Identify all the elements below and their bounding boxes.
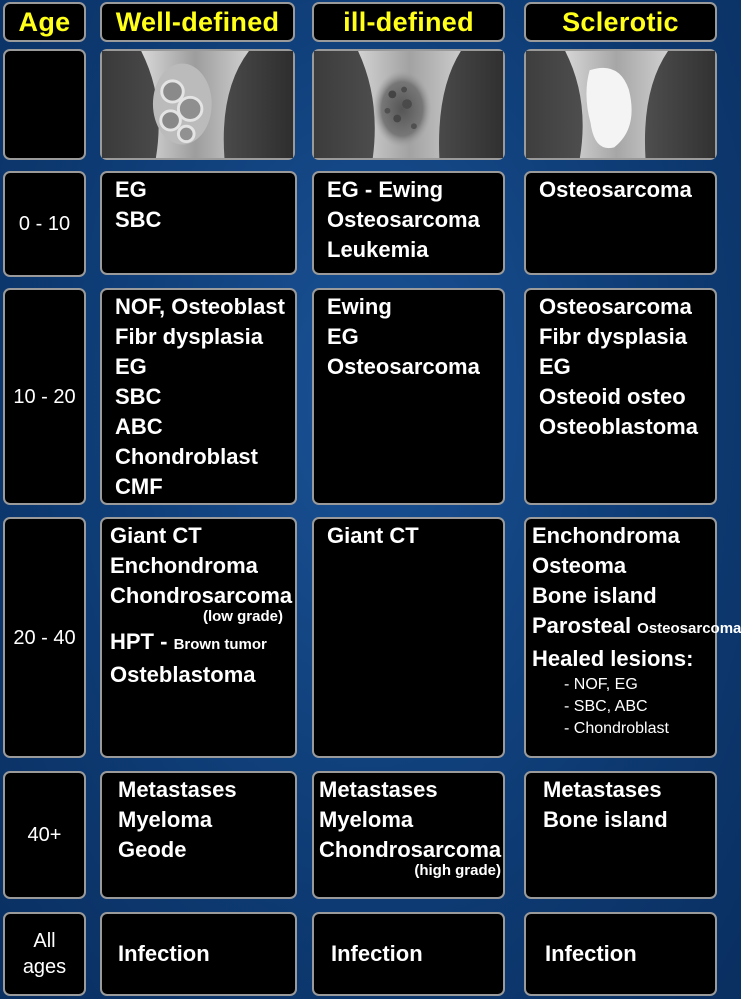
cell-40-plus-sclerotic	[524, 771, 717, 899]
cell-all-ages-well-defined	[100, 912, 297, 996]
cell-0-10-sclerotic	[524, 171, 717, 275]
lesion-item: Osteblastoma	[110, 662, 256, 687]
header-sclerotic	[524, 2, 717, 42]
xray-well-defined-image	[100, 49, 295, 160]
lesion-item: Osteosarcoma	[539, 294, 692, 319]
lesion-item: Osteoid osteo	[539, 384, 686, 409]
header-sclerotic-label: Sclerotic	[562, 6, 679, 37]
lesion-item: Osteosarcoma	[327, 207, 480, 232]
lesion-item: Metastases	[543, 777, 662, 802]
lesion-item: Infection	[118, 941, 210, 966]
lesion-item: Leukemia	[327, 237, 429, 262]
age-10-20	[3, 288, 86, 505]
healed-lesion-item: - NOF, EG	[564, 676, 638, 693]
age-label-line: ages	[22, 956, 67, 978]
lesion-item	[110, 627, 295, 660]
cell-10-20-ill-defined	[312, 288, 505, 505]
lesion-item: EG	[327, 324, 359, 349]
cell-20-40-ill-defined	[312, 517, 505, 758]
lesion-item: Fibr dysplasia	[539, 324, 687, 349]
lesion-item: Chondroblast	[115, 444, 258, 469]
age-40-plus	[3, 771, 86, 899]
header-well-defined-label: Well-defined	[115, 6, 280, 37]
lesion-main: HPT -	[110, 629, 174, 654]
cell-20-40-well-defined	[100, 517, 297, 758]
lesion-item: Enchondroma	[110, 553, 258, 578]
lesion-item: Osteosarcoma	[539, 177, 692, 202]
xray-ill-defined-image	[312, 49, 505, 160]
image-row-blank	[3, 49, 86, 160]
age-20-40	[3, 517, 86, 758]
lesion-subtype: Brown tumor	[173, 636, 267, 653]
lesion-item: Myeloma	[118, 807, 213, 832]
lesion-item: Chondrosarcoma	[319, 837, 502, 862]
lesion-main: Parosteal	[532, 613, 638, 638]
lesion-item: EG	[115, 177, 147, 202]
lesion-item: Ewing	[327, 294, 392, 319]
healed-lesion-item: - Chondroblast	[564, 720, 669, 737]
lesion-item: EG - Ewing	[327, 177, 444, 202]
cell-40-plus-ill-defined	[312, 771, 505, 899]
lesion-item: EG	[539, 354, 571, 379]
cell-all-ages-ill-defined	[312, 912, 505, 996]
lesion-item: Metastases	[118, 777, 237, 802]
lesion-item: EG	[115, 354, 147, 379]
lesion-item: NOF, Osteoblast	[115, 294, 285, 319]
cell-0-10-well-defined	[100, 171, 297, 275]
header-age-label: Age	[18, 6, 71, 37]
cell-10-20-sclerotic	[524, 288, 717, 505]
cell-all-ages-sclerotic	[524, 912, 717, 996]
lesion-item: ABC	[115, 414, 163, 439]
lesion-item: Fibr dysplasia	[115, 324, 263, 349]
grade-note: (low grade)	[202, 608, 283, 625]
header-ill-defined-label: ill-defined	[343, 6, 474, 37]
xray-sclerotic-image	[524, 49, 717, 160]
lesion-item: CMF	[115, 474, 163, 499]
age-all-ages	[3, 912, 86, 996]
lesion-item: Giant CT	[327, 523, 419, 548]
header-ill-defined	[312, 2, 505, 42]
lesion-item: Myeloma	[319, 807, 414, 832]
age-label: 0 - 10	[18, 213, 71, 235]
cell-10-20-well-defined	[100, 288, 297, 505]
lesion-item: Enchondroma	[532, 523, 680, 548]
healed-lesion-item: - SBC, ABC	[564, 698, 648, 715]
lesion-item	[532, 611, 741, 644]
lesion-item: Infection	[331, 941, 423, 966]
lesion-item: Chondrosarcoma	[110, 583, 293, 608]
header-age	[3, 2, 86, 42]
lesion-item: Healed lesions:	[532, 646, 694, 671]
grade-note: (high grade)	[414, 862, 501, 879]
age-label-line: All	[33, 930, 56, 952]
age-label: 40+	[27, 824, 62, 846]
lesion-item: Osteosarcoma	[327, 354, 480, 379]
cell-0-10-ill-defined	[312, 171, 505, 275]
header-well-defined	[100, 2, 295, 42]
lesion-subtype: Osteosarcoma	[637, 620, 741, 637]
age-0-10	[3, 171, 86, 277]
lesion-item: Metastases	[319, 777, 438, 802]
lesion-item: Osteoblastoma	[539, 414, 698, 439]
lesion-item: Geode	[118, 837, 187, 862]
lesion-item: Infection	[545, 941, 637, 966]
cell-20-40-sclerotic	[524, 517, 741, 758]
lesion-item: Bone island	[532, 583, 657, 608]
lesion-item: Bone island	[543, 807, 668, 832]
age-label: 20 - 40	[13, 626, 76, 649]
lesion-item: SBC	[115, 207, 162, 232]
age-label	[23, 928, 66, 980]
age-label: 10 - 20	[13, 385, 76, 408]
cell-40-plus-well-defined	[100, 771, 297, 899]
lesion-item: SBC	[115, 384, 162, 409]
lesion-item: Osteoma	[532, 553, 627, 578]
lesion-item: Giant CT	[110, 523, 202, 548]
